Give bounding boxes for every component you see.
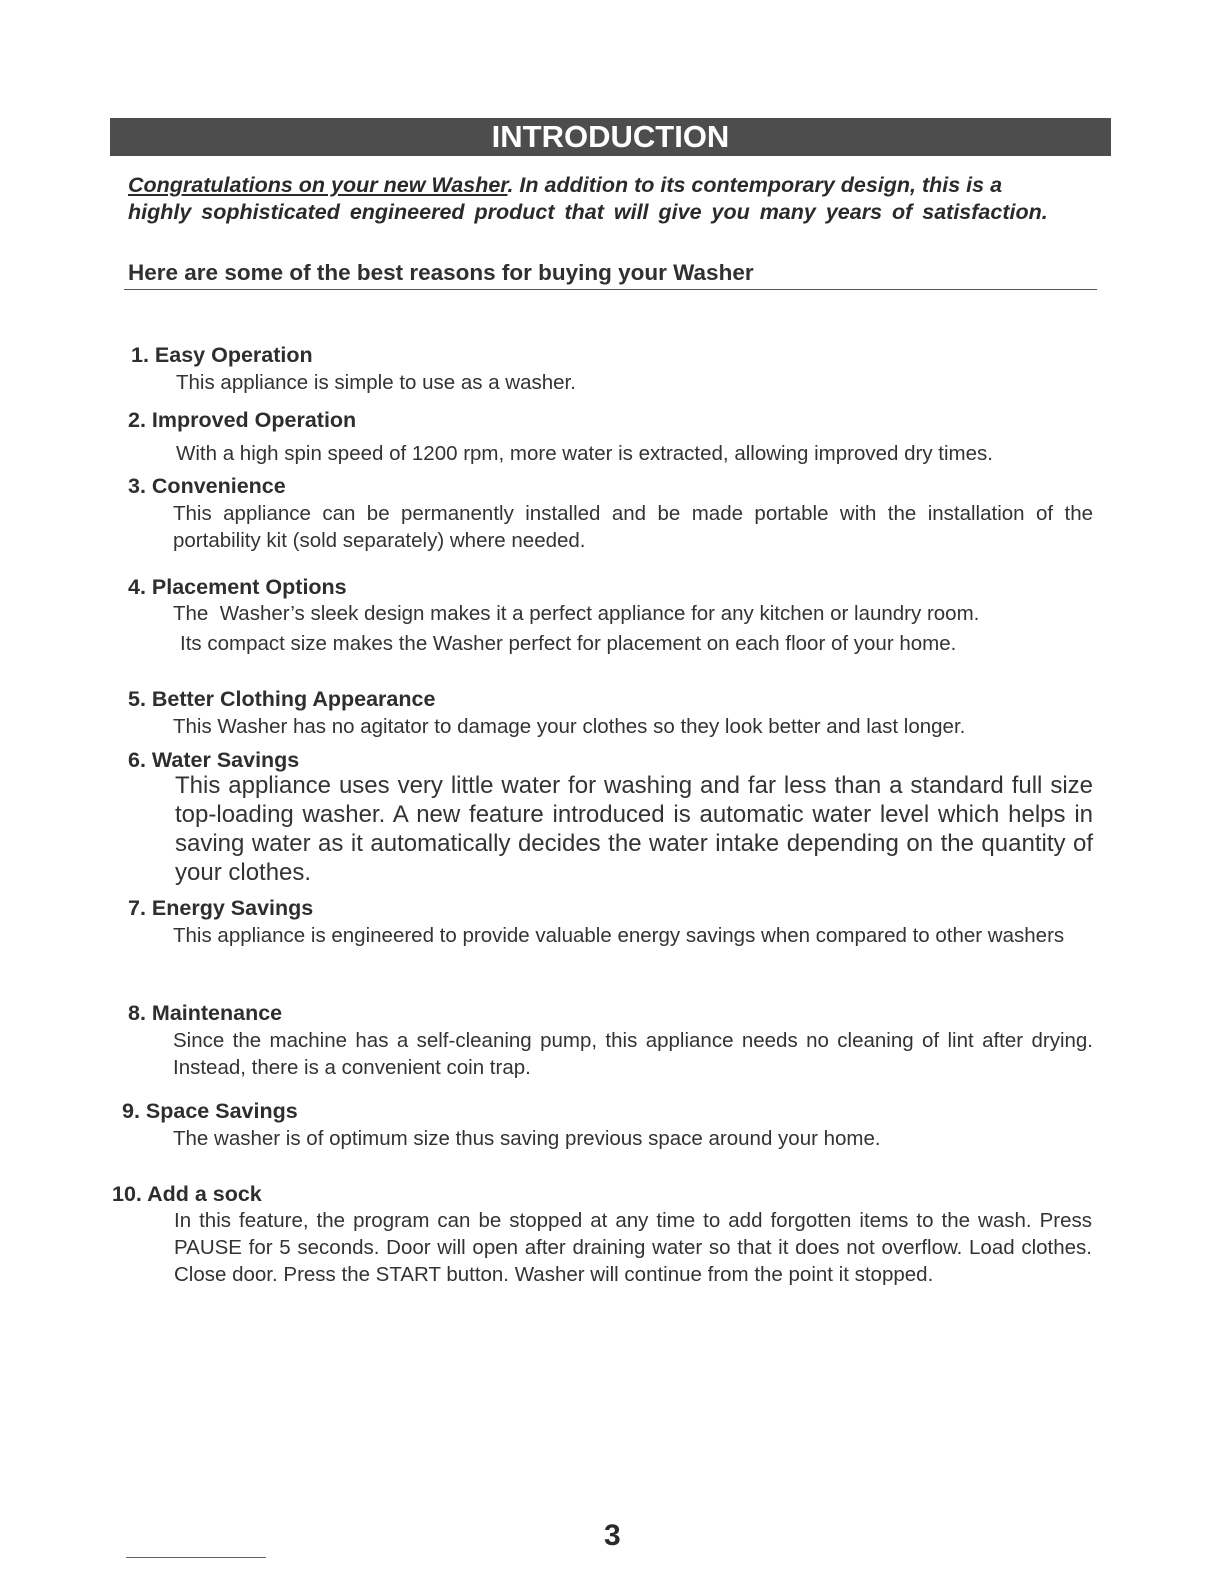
item-body: This appliance uses very little water for washing and far less than a standard full size top-loading washer. A new feature introduced is automatic water level which helps in saving water as it automatically decides the water intake depending on the quantity of your clothes. <box>175 772 1093 886</box>
intro-line-1 <box>128 172 1138 199</box>
item-title: 9. Space Savings <box>122 1099 298 1123</box>
intro-paragraph <box>128 172 1138 226</box>
item-title: 5. Better Clothing Appearance <box>128 687 436 711</box>
item-title: 8. Maintenance <box>128 1001 283 1025</box>
item-body: This appliance is simple to use as a washer. <box>176 371 576 394</box>
item-title: 7. Energy Savings <box>128 896 314 920</box>
item-body: In this feature, the program can be stopped at any time to add forgotten items to the wash. Press PAUSE for 5 seconds. Door will open after draining water so that it does not overflow. Load clothes. Close door. Press the START button. Washer will continue from the point it stopped. <box>174 1209 1092 1286</box>
page-number: 3 <box>604 1519 621 1552</box>
item-body: With a high spin speed of 1200 rpm, more water is extracted, allowing improved dry times. <box>176 442 993 465</box>
item-title: 4. Placement Options <box>128 575 347 599</box>
reasons-heading: Here are some of the best reasons for buying your Washer <box>128 260 754 285</box>
item-body: This appliance is engineered to provide valuable energy savings when compared to other washers <box>173 924 1065 947</box>
item-body: This appliance can be permanently installed and be made portable with the installation of the portability kit (sold separately) where needed. <box>173 502 1093 552</box>
item-title: 2. Improved Operation <box>128 408 357 432</box>
item-body-line-1: The Washer’s sleek design makes it a perfect appliance for any kitchen or laundry room. <box>173 602 980 625</box>
item-body-line-2: Its compact size makes the Washer perfect for placement on each floor of your home. <box>180 632 957 655</box>
item-body: This Washer has no agitator to damage your clothes so they look better and last longer. <box>173 715 966 738</box>
item-title: 6. Water Savings <box>128 748 300 772</box>
item-title: 10. Add a sock <box>112 1182 262 1206</box>
item-body: Since the machine has a self-cleaning pump, this appliance needs no cleaning of lint after drying. Instead, there is a convenient coin trap. <box>173 1029 1093 1079</box>
footer-rule <box>126 1557 266 1558</box>
intro-congratulations: Congratulations on your new Washer <box>128 173 508 197</box>
item-body: The washer is of optimum size thus saving previous space around your home. <box>173 1127 881 1150</box>
heading-rule <box>124 289 1097 290</box>
item-title: 1. Easy Operation <box>131 343 313 367</box>
item-title: 3. Convenience <box>128 474 286 498</box>
intro-line-2: highly sophisticated engineered product that will give you many years of satisfaction. <box>128 200 1048 224</box>
section-banner <box>110 118 1111 156</box>
intro-line-1-rest: . In addition to its contemporary design, this is a <box>507 173 1003 197</box>
section-title: INTRODUCTION <box>491 119 730 154</box>
